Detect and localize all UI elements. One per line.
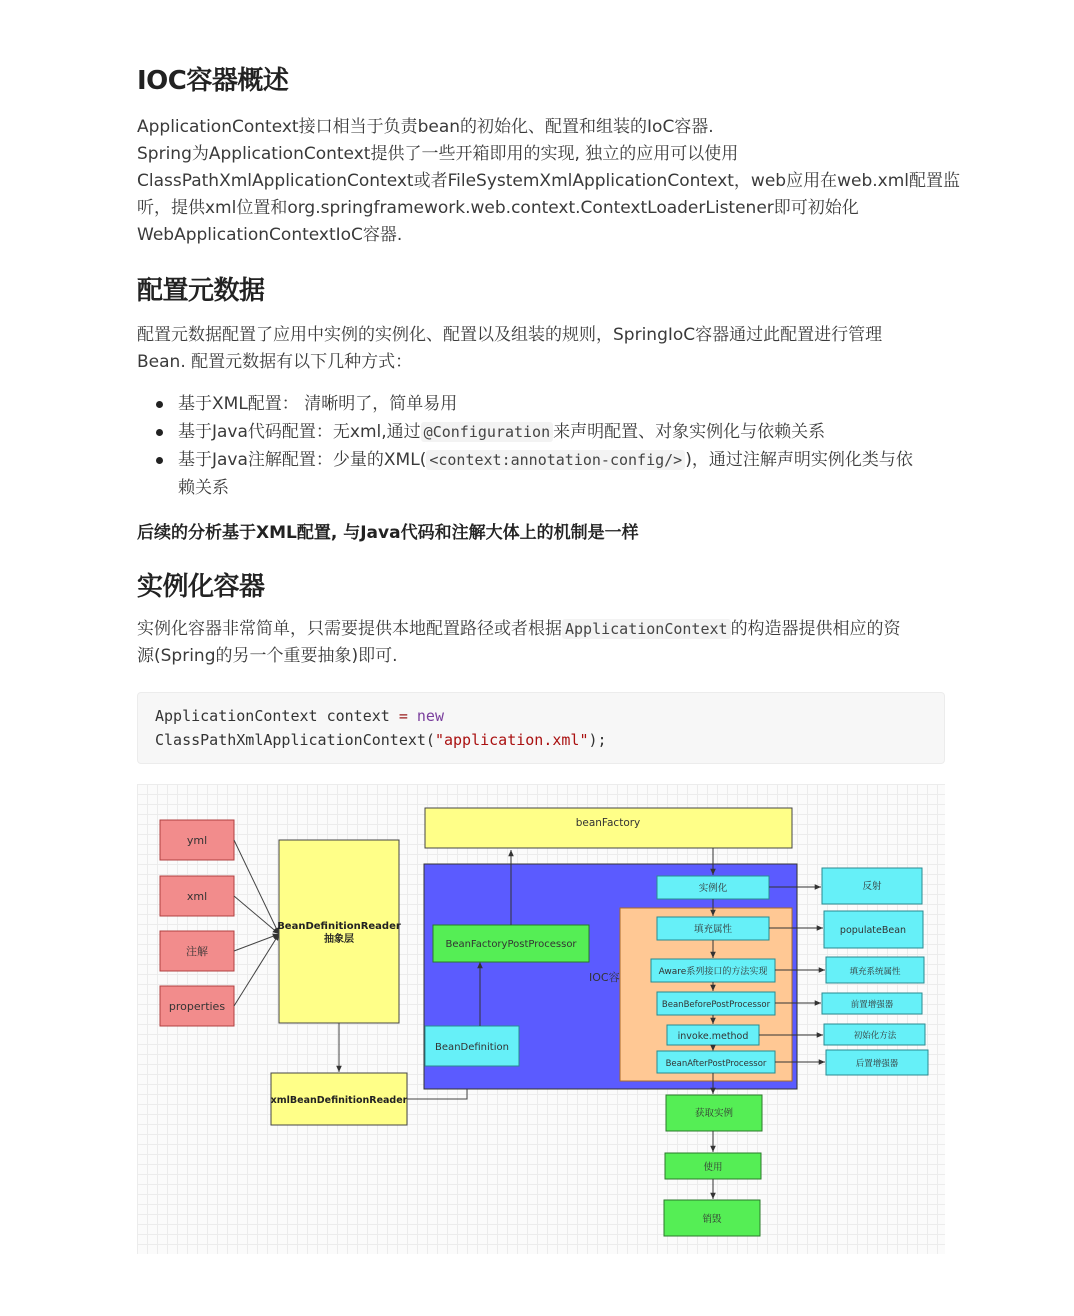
step-instantiate <box>657 876 769 899</box>
step-invoke-method <box>667 1025 759 1045</box>
bean-factory-post-processor-box <box>433 925 589 962</box>
side-init-method <box>824 1024 925 1045</box>
svg-text:注解: 注解 <box>186 945 208 958</box>
svg-text:获取实例: 获取实例 <box>694 1108 734 1119</box>
source-xml <box>160 876 234 916</box>
ioc-line: ApplicationContext接口相当于负责bean的初始化、配置和组装的IoC容器. <box>137 117 714 137</box>
instantiate-line: 源(Spring的另一个重要抽象)即可. <box>137 646 398 666</box>
step-aware <box>651 959 775 982</box>
svg-text:实例化: 实例化 <box>698 883 728 894</box>
ioc-paragraph <box>137 114 960 249</box>
svg-text:BeanBeforePostProcessor: BeanBeforePostProcessor <box>661 1000 771 1010</box>
svg-text:使用: 使用 <box>703 1162 723 1173</box>
tail-get-instance <box>666 1095 762 1131</box>
svg-text:IOC容: IOC容 <box>589 971 620 984</box>
instantiate-paragraph <box>137 616 947 670</box>
bullet-item-xml: 基于XML配置： 清晰明了，简单易用 <box>137 390 947 418</box>
metadata-line: Bean. 配置元数据有以下几种方式： <box>137 352 413 372</box>
bullet-item-annotation: 基于Java注解配置：少量的XML( <context:annotation-config/> )，通过注解声明实例化类与依 赖关系 <box>137 446 947 502</box>
side-populate-bean <box>824 911 923 948</box>
svg-text:填充属性: 填充属性 <box>693 924 733 935</box>
metadata-line: 配置元数据配置了应用中实例的实例化、配置以及组装的规则，SpringIoC容器通过此配置进行管理 <box>137 325 883 345</box>
code-line-2: ClassPathXmlApplicationContext("application.xml"); <box>155 731 607 749</box>
side-after-enhancer <box>826 1050 928 1075</box>
arrow-xml <box>234 896 279 934</box>
svg-text:后置增强器: 后置增强器 <box>855 1059 899 1069</box>
side-before-enhancer <box>822 993 922 1014</box>
metadata-paragraph <box>137 322 947 376</box>
metadata-bullet-list <box>137 390 947 502</box>
heading-ioc-overview: IOC容器概述 <box>137 66 289 96</box>
metadata-note: 后续的分析基于XML配置, 与Java代码和注解大体上的机制是一样 <box>137 523 639 543</box>
tail-destroy <box>664 1200 760 1236</box>
heading-config-metadata: 配置元数据 <box>137 276 265 306</box>
svg-text:BeanDefinitionReader: BeanDefinitionReader <box>277 921 401 932</box>
svg-text:抽象层: 抽象层 <box>324 934 354 945</box>
code-block[interactable] <box>137 692 945 764</box>
source-annotation <box>160 931 234 971</box>
inline-code-annotation-config: <context:annotation-config/> <box>426 450 685 470</box>
step-before-post-processor <box>657 992 775 1015</box>
ioc-line: Spring为ApplicationContext提供了一些开箱即用的实现, 独立的应用可以使用 <box>137 144 739 164</box>
svg-text:properties: properties <box>168 1000 226 1013</box>
svg-text:销毁: 销毁 <box>702 1214 722 1225</box>
arrow-annotation <box>234 934 279 951</box>
bullet-item-java-code: 基于Java代码配置：无xml,通过 @Configuration 来声明配置、对象实例化与依赖关系 <box>137 418 947 446</box>
step-populate <box>657 917 769 940</box>
svg-text:前置增强器: 前置增强器 <box>850 1000 894 1010</box>
arrow-yml <box>234 840 279 934</box>
svg-text:populateBean: populateBean <box>839 925 907 936</box>
arrow-properties <box>234 934 279 1006</box>
ioc-line: ClassPathXmlApplicationContext或者FileSystemXmlApplicationContext，web应用在web.xml配置监 <box>137 171 960 191</box>
svg-text:BeanAfterPostProcessor: BeanAfterPostProcessor <box>665 1059 767 1069</box>
svg-text:BeanFactoryPostProcessor: BeanFactoryPostProcessor <box>445 939 577 950</box>
svg-text:Aware系列接口的方法实现: Aware系列接口的方法实现 <box>658 967 768 977</box>
side-system-props <box>826 957 924 983</box>
ioc-lifecycle-diagram <box>137 784 945 1254</box>
ioc-line: WebApplicationContextIoC容器. <box>137 225 403 245</box>
source-yml <box>160 820 234 860</box>
heading-instantiate-container: 实例化容器 <box>137 572 265 602</box>
tail-use <box>665 1153 761 1179</box>
diagram-svg <box>137 784 945 1254</box>
xml-bean-definition-reader-box <box>271 1073 408 1125</box>
svg-text:xml: xml <box>186 890 208 903</box>
svg-text:beanFactory: beanFactory <box>575 817 641 829</box>
bean-factory-box <box>425 808 792 848</box>
svg-text:初始化方法: 初始化方法 <box>853 1031 897 1041</box>
bean-definition-box <box>425 1026 519 1066</box>
step-after-post-processor <box>657 1051 775 1073</box>
side-reflection <box>822 868 922 904</box>
svg-text:反射: 反射 <box>862 881 882 892</box>
bean-definition-reader-box <box>277 840 401 1023</box>
instantiate-line: 实例化容器非常简单，只需要提供本地配置路径或者根据 ApplicationContext 的构造器提供相应的资 <box>137 619 901 639</box>
source-properties <box>160 986 234 1026</box>
svg-text:yml: yml <box>186 834 208 847</box>
code-line-1: ApplicationContext context = new <box>155 707 444 725</box>
inline-code-configuration: @Configuration <box>421 422 553 442</box>
svg-text:xmlBeanDefinitionReader: xmlBeanDefinitionReader <box>270 1095 408 1106</box>
svg-text:invoke.method: invoke.method <box>677 1031 749 1042</box>
ioc-line: 听，提供xml位置和org.springframework.web.context.ContextLoaderListener即可初始化 <box>137 198 859 218</box>
inline-code-applicationcontext: ApplicationContext <box>562 619 731 639</box>
svg-text:BeanDefinition: BeanDefinition <box>435 1042 509 1053</box>
svg-text:填充系统属性: 填充系统属性 <box>849 967 901 977</box>
